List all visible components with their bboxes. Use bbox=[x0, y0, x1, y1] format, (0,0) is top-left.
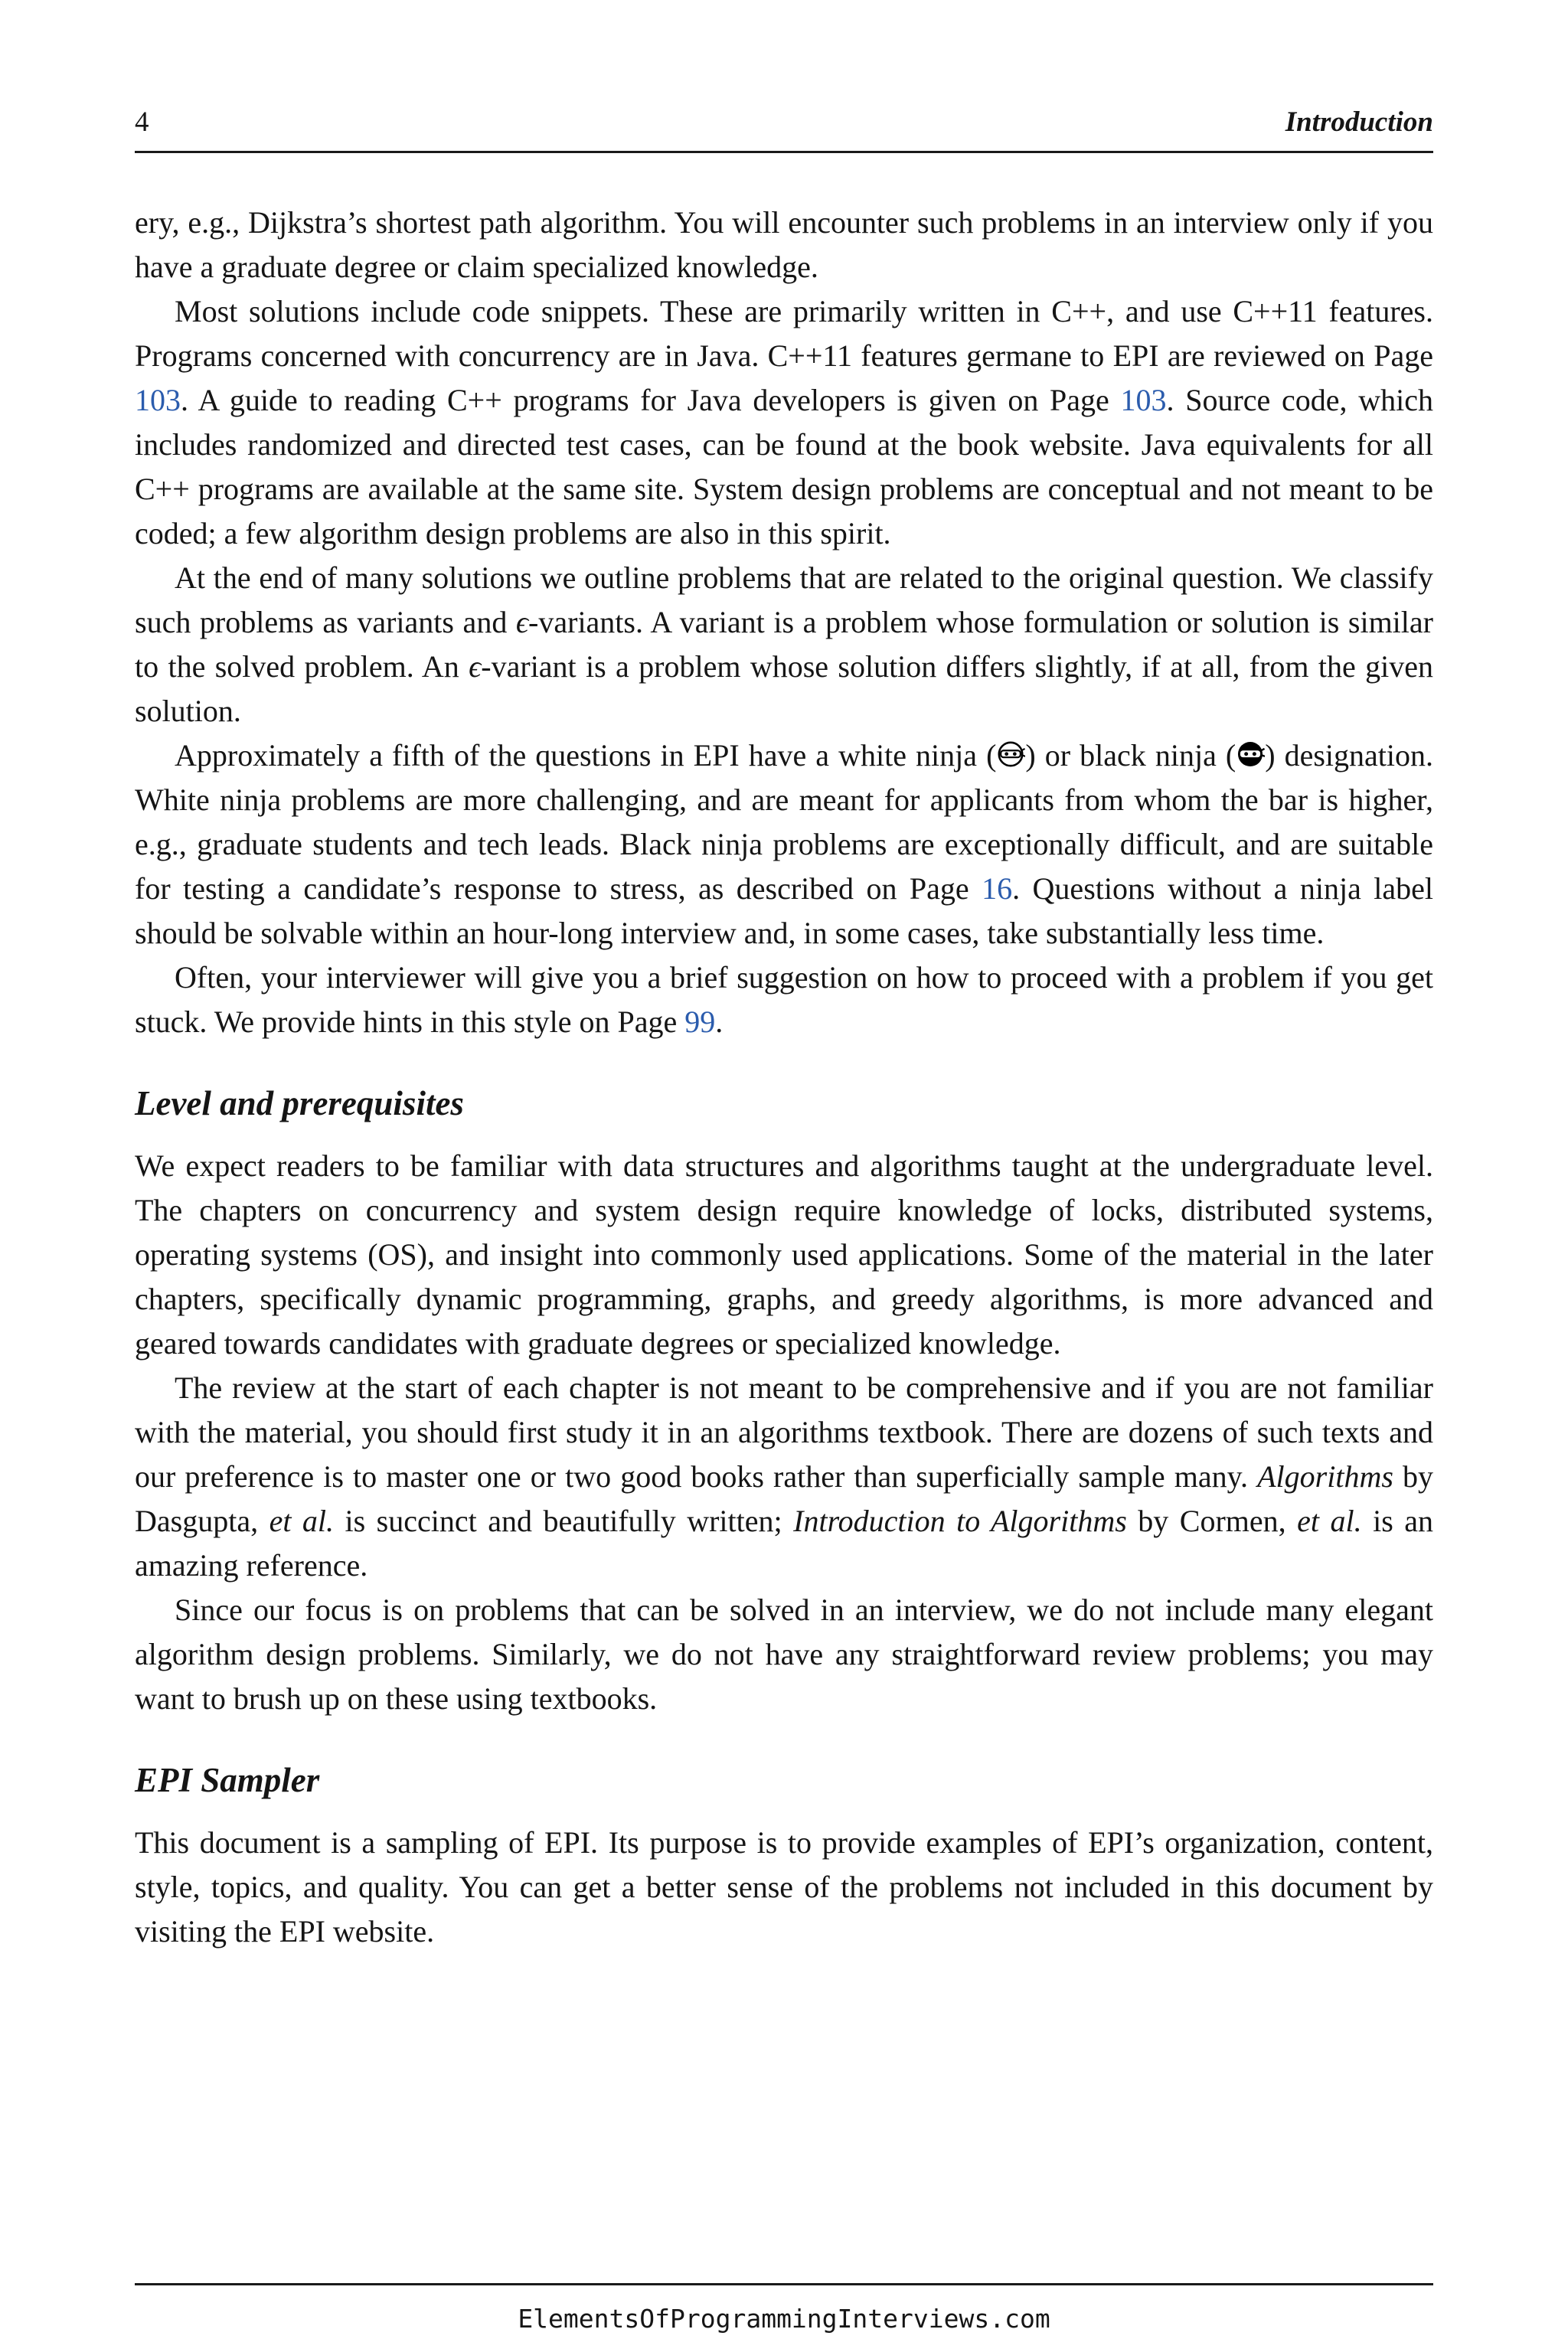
body-paragraph: This document is a sampling of EPI. Its purpose is to provide examples of EPI’s organization, content, style, topics, and quality. You can get a better sense of the problems not included in this document by visiting the EPI website. bbox=[135, 1824, 1433, 1949]
page-ref-link[interactable]: 99 bbox=[684, 1004, 716, 1039]
chapter-title: Introduction bbox=[1285, 106, 1433, 138]
body-paragraph: Since our focus is on problems that can be solved in an interview, we do not include many elegant algorithm design problems. Similarly, we do not have any straightforward review problems; you may want to brush up on these using textbooks. bbox=[135, 1592, 1433, 1716]
body-paragraph: Often, your interviewer will give you a brief suggestion on how to proceed with a problem if you get stuck. We provide hints in this style on Page 99. bbox=[135, 959, 1433, 1039]
footer-site-text: ElementsOfProgrammingInterviews.com bbox=[518, 2304, 1050, 2334]
italic-text: Algorithms bbox=[1257, 1459, 1393, 1494]
body-paragraph: The review at the start of each chapter is not meant to be comprehensive and if you are not familiar with the material, you should first study it in an algorithms textbook. There are dozens of such texts and our preference is to master one or two good books rather than superficially sample many. Algorithms by Dasgupta, et al. is succinct and beautifully written; Introduction to Algorithms by Cormen, et al. is an amazing reference. bbox=[135, 1370, 1433, 1583]
page-number: 4 bbox=[135, 106, 149, 138]
body-paragraph: Most solutions include code snippets. These are primarily written in C++, and use C++11 features. Programs concerned with concurrency are in Java. C++11 features germane to EPI are reviewed on Page 103. A guide to reading C++ programs for Java developers is given on Page 103. Source code, which includes randomized and directed test cases, can be found at the book website. Java equivalents for all C++ programs are available at the same site. System design problems are conceptual and not meant to be coded; a few algorithm design problems are also in this spirit. bbox=[135, 293, 1433, 550]
section-heading: EPI Sampler bbox=[135, 1760, 320, 1799]
black-ninja-icon bbox=[1236, 740, 1265, 769]
page-ref-link[interactable]: 16 bbox=[982, 871, 1013, 906]
running-header bbox=[135, 107, 1433, 151]
page-footer bbox=[135, 2283, 1433, 2334]
body-paragraph: ery, e.g., Dijkstra’s shortest path algorithm. You will encounter such problems in an interview only if you have a graduate degree or claim specialized knowledge. bbox=[135, 204, 1433, 284]
body-paragraph: We expect readers to be familiar with data structures and algorithms taught at the undergraduate level. The chapters on concurrency and system design require knowledge of locks, distributed systems, operating systems (OS), and insight into commonly used applications. Some of the material in the later chapters, specifically dynamic programming, graphs, and greedy algorithms, is more advanced and geared towards candidates with graduate degrees or specialized knowledge. bbox=[135, 1148, 1433, 1361]
italic-text: et al. bbox=[1297, 1503, 1362, 1538]
white-ninja-icon bbox=[996, 740, 1025, 769]
italic-text: ϵ bbox=[515, 604, 529, 639]
italic-text: ϵ bbox=[469, 648, 482, 684]
page-body bbox=[135, 201, 1433, 1954]
page-ref-link[interactable]: 103 bbox=[135, 382, 181, 417]
italic-text: Introduction to Algorithms bbox=[793, 1503, 1127, 1538]
italic-text: et al. bbox=[269, 1503, 335, 1538]
section-heading: Level and prerequisites bbox=[135, 1083, 464, 1122]
page-ref-link[interactable]: 103 bbox=[1120, 382, 1167, 417]
body-paragraph: At the end of many solutions we outline problems that are related to the original question. We classify such problems as variants and ϵ-variants. A variant is a problem whose formulation or solution is similar to the solved problem. An ϵ-variant is a problem whose solution differs slightly, if at all, from the given solution. bbox=[135, 560, 1433, 728]
header-divider bbox=[135, 151, 1433, 153]
body-paragraph: Approximately a fifth of the questions in EPI have a white ninja ( ) or black ninja ( ) designation. White ninja problems are more challenging, and are meant for applicants from whom the bar is higher, e.g., graduate students and tech leads. Black ninja problems are exceptionally difficult, and are suitable for testing a candidate’s response to stress, as described on Page 16. Questions without a ninja label should be solvable within an hour-long interview and, in some cases, take substantially less time. bbox=[135, 737, 1433, 950]
footer-divider bbox=[135, 2283, 1433, 2285]
